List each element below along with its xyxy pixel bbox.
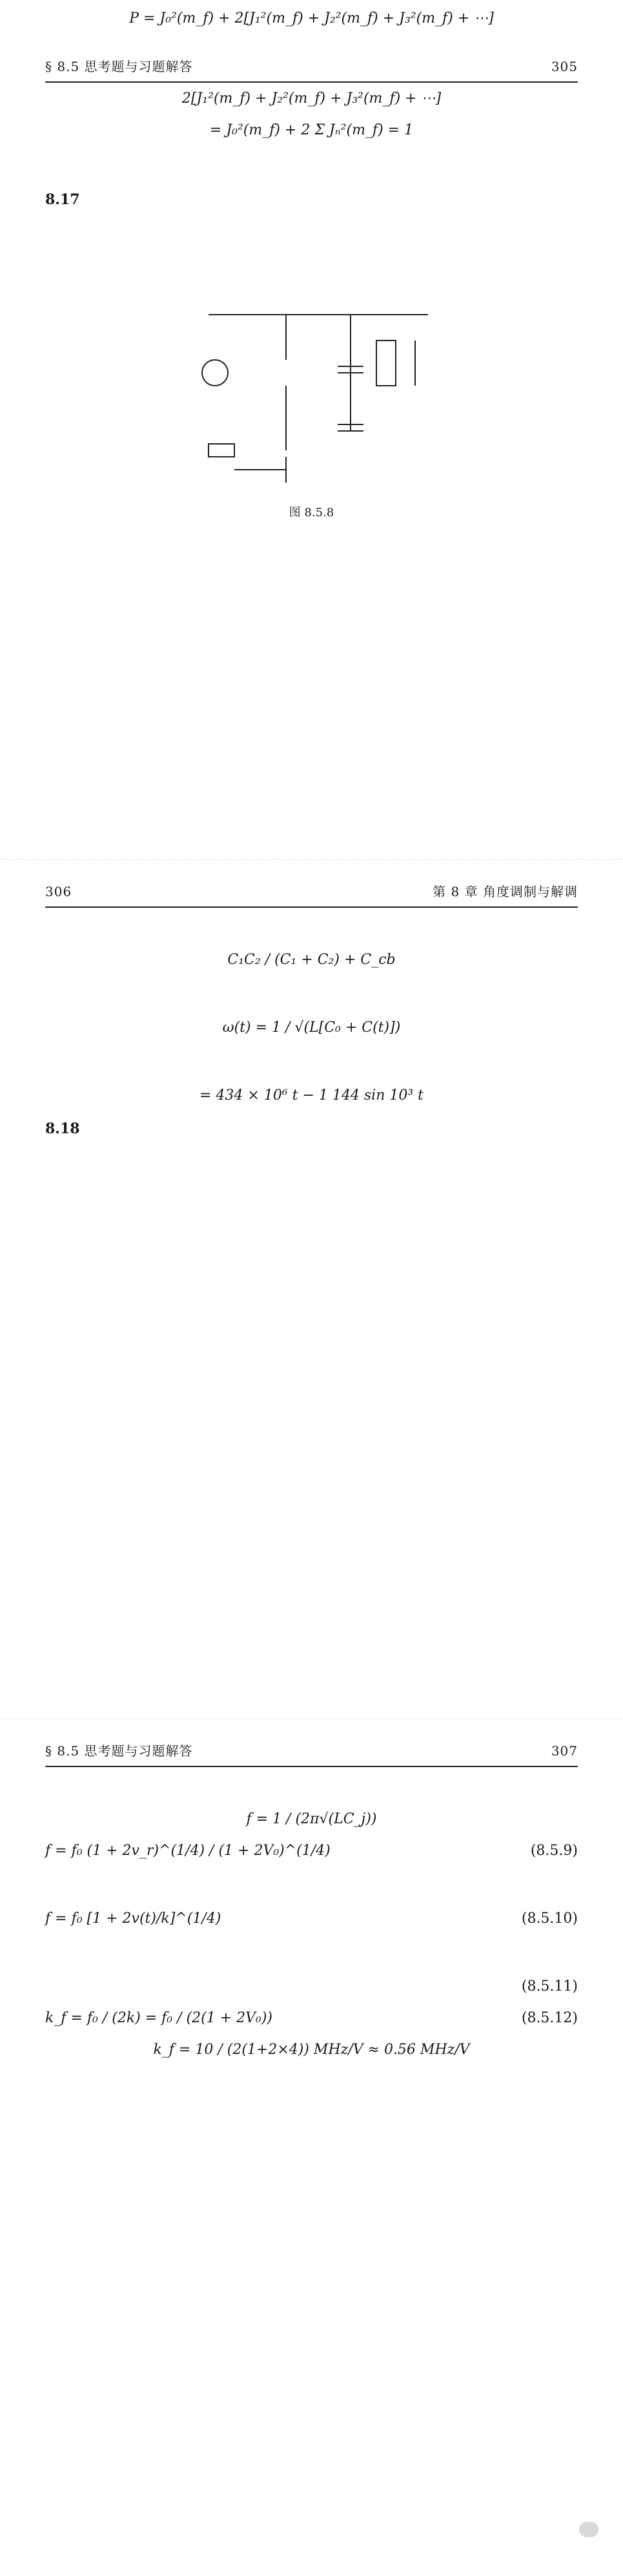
chapter-label: 第 8 章 角度调制与解调: [433, 884, 578, 899]
paragraph-line: [45, 1767, 578, 1803]
equation: = 434 × 10⁶ t − 1 144 sin 10³ t: [199, 1087, 424, 1104]
figure-caption: 图 8.5.8: [289, 506, 334, 520]
watermark: [579, 2522, 604, 2537]
circuit-diagram: [170, 302, 454, 496]
page-305: [0, 0, 623, 859]
equation: 2[J₁²(m_f) + J₂²(m_f) + J₃²(m_f) + ⋯]: [181, 90, 442, 107]
equation-number: (8.5.11): [521, 1978, 578, 1995]
equation-body: f = f₀ [1 + 2v(t)/k]^(1/4): [45, 1911, 221, 1927]
equation: k_f = 10 / (2(1+2×4)) MHz/V ≈ 0.56 MHz/V: [153, 2042, 470, 2058]
wechat-icon: [579, 2522, 598, 2537]
running-head: [45, 859, 578, 908]
page-307: [0, 1719, 623, 2576]
running-head: [45, 34, 578, 83]
paragraph-line: [45, 254, 578, 290]
equation: C₁C₂ / (C₁ + C₂) + C_cb: [227, 952, 396, 968]
page-number: 305: [551, 59, 578, 74]
paragraph-line: [45, 1867, 578, 1903]
paragraph-line: [45, 2066, 578, 2102]
top-equation: P = J₀²(m_f) + 2[J₁²(m_f) + J₂²(m_f) + J₃²(m_f) + ⋯]: [129, 10, 494, 26]
equation: [45, 1971, 578, 2002]
circuit-figure: [170, 302, 454, 520]
running-head: [45, 1719, 578, 1767]
equation-body: k_f = f₀ / (2k) = f₀ / (2(1 + 2V₀)): [45, 2010, 272, 2026]
equation-number: (8.5.10): [521, 1911, 578, 1927]
paragraph-line: [45, 908, 578, 944]
equation-number: (8.5.12): [521, 2010, 578, 2026]
page-number: 307: [551, 1743, 578, 1759]
exercise-label: 8.18: [45, 1120, 80, 1137]
equation: ω(t) = 1 / √(L[C₀ + C(t)]): [222, 1020, 401, 1036]
paragraph-line: [45, 146, 578, 182]
paragraph-line: [45, 1043, 578, 1080]
exercise-label: 8.17: [45, 191, 80, 208]
section-label: § 8.5 思考题与习题解答: [45, 1743, 193, 1759]
equation: [45, 1903, 578, 1934]
paragraph-line: [45, 1934, 578, 1971]
paragraph-line: [45, 580, 578, 616]
paragraph-line: [45, 2102, 578, 2138]
equation-body: f = f₀ (1 + 2v_r)^(1/4) / (1 + 2V₀)^(1/4): [45, 1843, 331, 1859]
equation: [45, 2002, 578, 2034]
page-number: 306: [45, 884, 72, 899]
equation-number: (8.5.9): [530, 1843, 578, 1859]
paragraph-line: [45, 218, 578, 254]
equation: = J₀²(m_f) + 2 Σ Jₙ²(m_f) = 1: [209, 122, 414, 138]
page-306: [0, 859, 623, 1719]
section-label: § 8.5 思考题与习题解答: [45, 59, 193, 74]
equation: [45, 1835, 578, 1867]
equation: f = 1 / (2π√(LC_j)): [246, 1811, 377, 1827]
paragraph-line: [45, 543, 578, 580]
paragraph-line: [45, 976, 578, 1012]
paragraph-line: [45, 1147, 578, 1183]
